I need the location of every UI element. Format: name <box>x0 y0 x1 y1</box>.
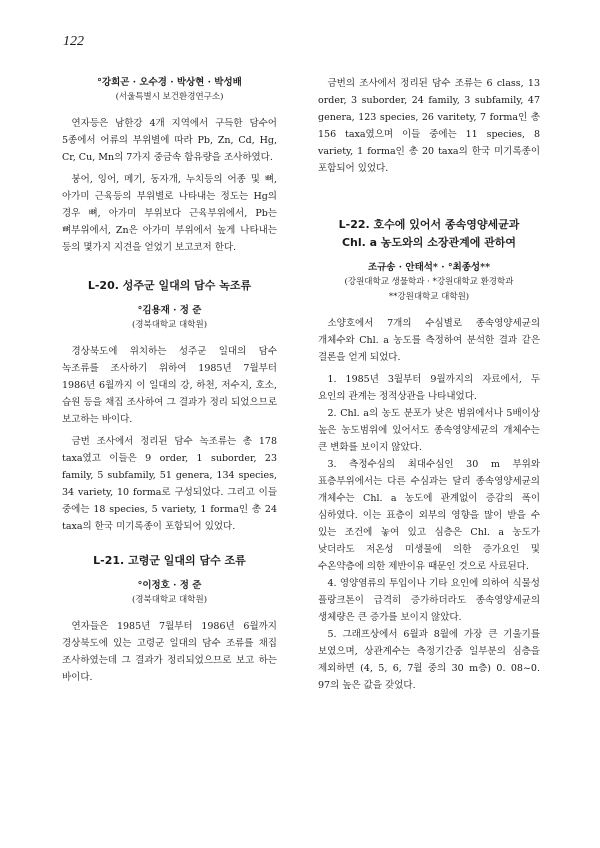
article-2-affiliation: (경북대학교 대학원) <box>131 320 208 330</box>
article-2-title: L-20. 성주군 일대의 담수 녹조류 <box>87 279 252 292</box>
article-1-paragraph-1: 연자등은 남한강 4개 지역에서 구득한 담수어 5종에서 어류의 부위별에 따라 Pb, Zn, Cd, Hg, Cr, Cu, Mn의 7가지 중금속 함유량을 조사하였다. <box>62 118 277 163</box>
article-4-item-4: 4. 영양염류의 투입이나 기타 요인에 의하여 식물성 플랑크톤이 급격히 증가하더라도 종속영양세균의 생체량은 큰 증가를 보이지 않았다. <box>318 578 540 623</box>
page-number: 122 <box>63 34 84 49</box>
article-4-item-3: 3. 측정수심의 최대수심인 30 m 부위와 표층부위에서는 다른 수심과는 달리 종속영양세균의 개체수는 Chl. a 농도에 관계없이 증감의 폭이 심하였다. 이는 표층이 외부의 영향을 많이 받을 수 있는 조건에 놓여 있고 심층은 Chl. a 농도가 낮더라도 저온성 미생물에 의한 증가요인 및 수온약층에 의한 제반이유 때문인 것으로 사료된다. <box>318 459 540 572</box>
left-column <box>62 75 277 691</box>
article-4-title-line-2: Chl. a 농도와의 소장관계에 관하여 <box>341 236 517 249</box>
article-3-paragraph-1: 연자들은 1985년 7월부터 1986년 6월까지 경상북도에 있는 고령군 일대의 담수 조류를 채집 조사하였는데 그 결과가 정리되었으므로 보고 하는 바이다. <box>62 621 277 683</box>
article-4-authors: 조규송 · 안태석* · °최종성** <box>367 262 491 273</box>
article-2-authors: °김용재 · 정 준 <box>137 305 202 316</box>
article-3-authors: °이정호 · 정 준 <box>137 580 202 591</box>
continuation-paragraph: 금번의 조사에서 정리된 담수 조류는 6 class, 13 order, 3 suborder, 24 family, 3 subfamily, 47 genera, 123 species, 26 varitety, 7 forma인 총 156 taxa였으며 이들 중에는 11 species, 8 variety, 1 forma인 총 20 taxa의 한국 미기록종이 포함되어 있었다. <box>318 78 540 174</box>
article-3-affiliation: (경북대학교 대학원) <box>131 595 208 605</box>
article-3-title: L-21. 고령군 일대의 담수 조류 <box>93 554 246 567</box>
article-2-paragraph-2: 금번 조사에서 정리된 담수 녹조류는 총 178 taxa였고 이들은 9 order, 1 suborder, 23 family, 5 subfamily, 51 genera, 134 species, 34 variety, 10 forma로 구성되었다. 그리고 이들 중에는 18 species, 5 variety, 1 forma인 총 24 taxa의 한국 미기록종이 포함되어 있었다. <box>62 436 277 532</box>
article-2-paragraph-1: 경상북도에 위치하는 성주군 일대의 담수 녹조류를 조사하기 위하여 1985년 7월부터 1986년 6월까지 이 일대의 강, 하천, 저수지, 호소, 습원 등을 채집 조사하여 그 결과가 정리 되었으므로 보고하는 바이다. <box>62 346 277 425</box>
article-4-item-2: 2. Chl. a의 농도 분포가 낮은 범위에서나 5배이상 높은 농도범위에 있어서도 종속영양세균의 개체수는 큰 변화를 보이지 않았다. <box>318 408 540 453</box>
article-4-affiliation-line-2: **강원대학교 대학원) <box>388 292 470 302</box>
article-1-paragraph-2: 붕어, 잉어, 메기, 동자개, 누치등의 어종 및 뼈, 아가미 근육등의 부위별로 나타내는 정도는 Hg의 경우 뼈, 아가미 부위보다 근육부위에서, Pb는 뼈부위에서, Zn은 아가미 부위에서 높게 나타내는 등의 몇가지 지견을 얻었기 보고코저 한다. <box>62 174 277 253</box>
right-column <box>318 75 540 694</box>
article-1-affiliation: (서울특별시 보건환경연구소) <box>115 92 224 102</box>
article-1-authors: °강희곤 · 오수경 · 박상현 · 박성배 <box>97 77 242 88</box>
article-4-paragraph-1: 소양호에서 7개의 수심별로 종속영양세균의 개체수와 Chl. a 농도를 측정하여 분석한 결과 같은 결론을 얻게 되었다. <box>318 318 540 363</box>
article-4-item-1: 1. 1985년 3월부터 9월까지의 자료에서, 두 요인의 관계는 정적상관을 나타내었다. <box>318 374 540 402</box>
article-4-title-line-1: L-22. 호수에 있어서 종속영양세균과 <box>338 218 520 231</box>
article-4-affiliation-line-1: (강원대학교 생물학과 · *강원대학교 환경학과 <box>344 277 514 287</box>
article-4-item-5: 5. 그래프상에서 6월과 8월에 가장 큰 기울기를 보였으며, 상관계수는 측정기간중 일부분의 심층을 제외하면 (4, 5, 6, 7월 중의 30 m층) 0. 08~0. 97의 높은 값을 갖었다. <box>318 629 540 691</box>
